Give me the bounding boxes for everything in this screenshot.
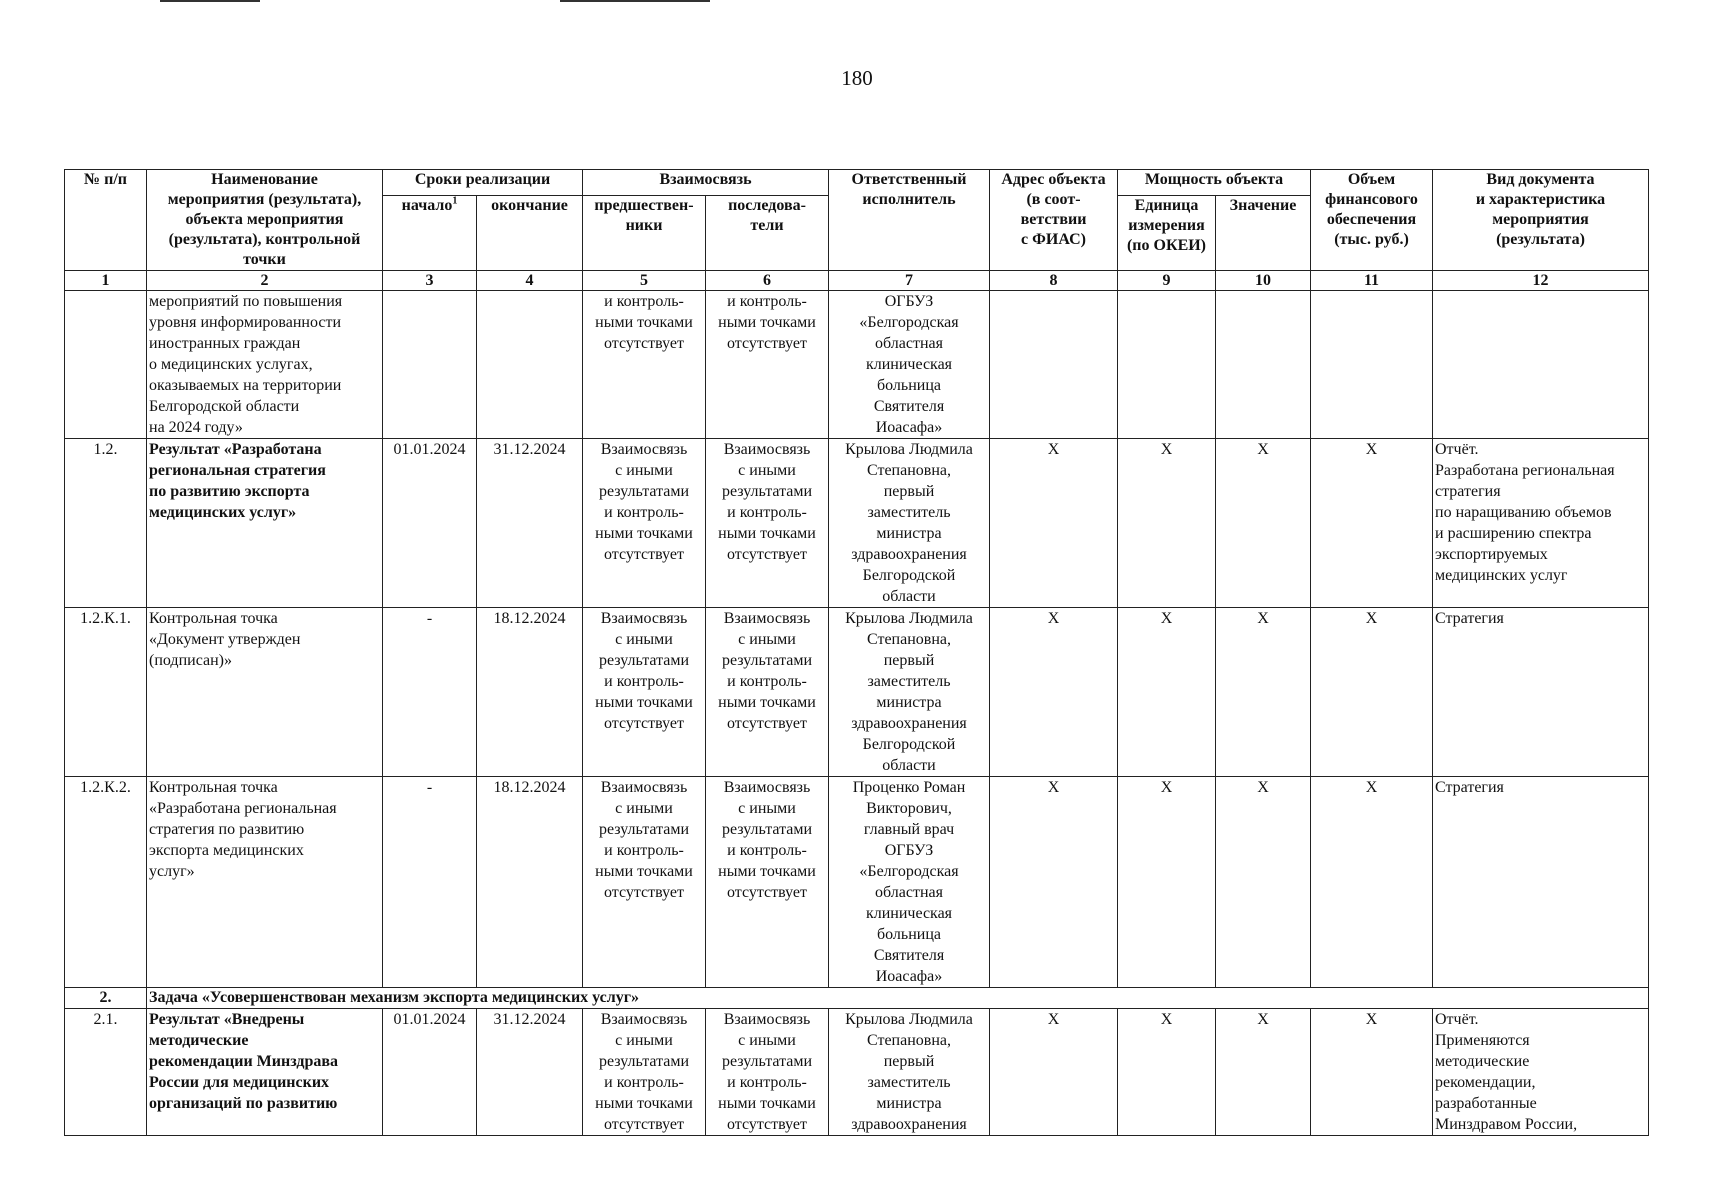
row-doc: Отчёт. Разработана региональная стратегия по наращиванию объемов и расширению спектра экспортируемых медицинских услуг [1433,439,1649,608]
row-successors: и контроль- ными точками отсутствует [706,291,829,439]
column-number-row [65,271,1649,291]
activities-table [64,169,1649,1136]
row-predecessors: Взаимосвязь с иными результатами и контроль- ными точками отсутствует [583,608,706,777]
row-address: X [990,608,1118,777]
row-doc: Стратегия [1433,777,1649,988]
row-unit: X [1118,608,1216,777]
row-end: 31.12.2024 [477,439,583,608]
row-responsible: Крылова Людмила Степановна, первый заместитель министра здравоохранения [829,1009,990,1136]
row-address [990,291,1118,439]
header-name: Наименование мероприятия (результата), объекта мероприятия (результата), контрольной точки [147,170,383,271]
row-name: Контрольная точка «Документ утвержден (подписан)» [147,608,383,777]
row-successors: Взаимосвязь с иными результатами и контроль- ными точками отсутствует [706,777,829,988]
row-value: X [1216,1009,1311,1136]
row-finance: X [1311,608,1433,777]
column-number: 1 [65,271,147,291]
row-end: 18.12.2024 [477,608,583,777]
column-number: 3 [383,271,477,291]
header-value: Значение [1216,195,1311,270]
row-name: Контрольная точка «Разработана региональная стратегия по развитию экспорта медицинских услуг» [147,777,383,988]
column-number: 8 [990,271,1118,291]
table-row [65,608,1649,777]
row-value: X [1216,608,1311,777]
row-name: Результат «Внедрены методические рекомендации Минздрава России для медицинских организаций по развитию [147,1009,383,1136]
task-title: Задача «Усовершенствован механизм экспорта медицинских услуг» [147,988,1649,1009]
row-finance [1311,291,1433,439]
row-predecessors: Взаимосвязь с иными результатами и контроль- ными точками отсутствует [583,777,706,988]
row-unit [1118,291,1216,439]
row-address: X [990,1009,1118,1136]
row-end: 31.12.2024 [477,1009,583,1136]
row-num: 2.1. [65,1009,147,1136]
header-responsible: Ответственный исполнитель [829,170,990,271]
column-number: 11 [1311,271,1433,291]
header-start-footnote: 1 [452,195,458,207]
column-number: 6 [706,271,829,291]
column-number: 5 [583,271,706,291]
row-doc: Стратегия [1433,608,1649,777]
row-finance: X [1311,777,1433,988]
row-responsible: Крылова Людмила Степановна, первый заместитель министра здравоохранения Белгородской области [829,439,990,608]
row-doc [1433,291,1649,439]
row-start: 01.01.2024 [383,1009,477,1136]
row-unit: X [1118,777,1216,988]
header-finance: Объем финансового обеспечения (тыс. руб.) [1311,170,1433,271]
row-predecessors: Взаимосвязь с иными результатами и контроль- ными точками отсутствует [583,439,706,608]
header-doc: Вид документа и характеристика мероприятия (результата) [1433,170,1649,271]
row-predecessors: и контроль- ными точками отсутствует [583,291,706,439]
row-finance: X [1311,1009,1433,1136]
row-start [383,291,477,439]
column-number: 12 [1433,271,1649,291]
row-start: - [383,777,477,988]
row-address: X [990,777,1118,988]
header-row [65,170,1649,196]
row-start: - [383,608,477,777]
row-name: Результат «Разработана региональная стратегия по развитию экспорта медицинских услуг» [147,439,383,608]
header-address: Адрес объекта (в соот- ветствии с ФИАС) [990,170,1118,271]
column-number: 4 [477,271,583,291]
header-relation: Взаимосвязь [583,170,829,196]
row-num: 1.2.К.2. [65,777,147,988]
scan-artifact-line [160,0,260,2]
header-unit: Единица измерения (по ОКЕИ) [1118,195,1216,270]
row-unit: X [1118,1009,1216,1136]
row-unit: X [1118,439,1216,608]
row-end [477,291,583,439]
column-number: 7 [829,271,990,291]
row-responsible: Проценко Роман Викторович, главный врач ОГБУЗ «Белгородская областная клиническая больница Святителя Иоасафа» [829,777,990,988]
row-responsible: ОГБУЗ «Белгородская областная клиническая больница Святителя Иоасафа» [829,291,990,439]
table-row [65,777,1649,988]
row-doc: Отчёт. Применяются методические рекомендации, разработанные Минздравом России, [1433,1009,1649,1136]
row-num: 1.2.К.1. [65,608,147,777]
row-value: X [1216,439,1311,608]
header-start-label: начало [401,196,453,214]
row-num [65,291,147,439]
column-number: 9 [1118,271,1216,291]
task-num: 2. [65,988,147,1009]
row-successors: Взаимосвязь с иными результатами и контроль- ными точками отсутствует [706,608,829,777]
header-start [383,195,477,270]
row-finance: X [1311,439,1433,608]
row-address: X [990,439,1118,608]
row-predecessors: Взаимосвязь с иными результатами и контроль- ными точками отсутствует [583,1009,706,1136]
column-number: 10 [1216,271,1311,291]
header-predecessors: предшествен- ники [583,195,706,270]
task-row [65,988,1649,1009]
row-start: 01.01.2024 [383,439,477,608]
table-row [65,439,1649,608]
row-value [1216,291,1311,439]
header-terms: Сроки реализации [383,170,583,196]
row-successors: Взаимосвязь с иными результатами и контроль- ными точками отсутствует [706,1009,829,1136]
row-name: мероприятий по повышения уровня информированности иностранных граждан о медицинских услугах, оказываемых на территории Белгородской области на 2024 году» [147,291,383,439]
header-end: окончание [477,195,583,270]
table-row [65,291,1649,439]
column-number: 2 [147,271,383,291]
scan-artifact-line [560,0,710,2]
row-num: 1.2. [65,439,147,608]
header-successors: последова- тели [706,195,829,270]
row-responsible: Крылова Людмила Степановна, первый заместитель министра здравоохранения Белгородской области [829,608,990,777]
page-number: 180 [841,66,873,90]
table-row [65,1009,1649,1136]
header-capacity: Мощность объекта [1118,170,1311,196]
row-successors: Взаимосвязь с иными результатами и контроль- ными точками отсутствует [706,439,829,608]
header-num: № п/п [65,170,147,271]
row-end: 18.12.2024 [477,777,583,988]
row-value: X [1216,777,1311,988]
